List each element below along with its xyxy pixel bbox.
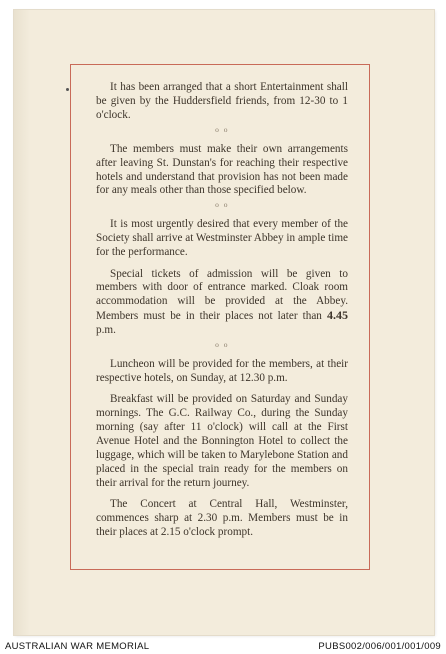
footer-reference: PUBS002/006/001/001/009 — [318, 641, 441, 652]
separator-ornament: o o — [215, 200, 229, 210]
paragraph-breakfast: Breakfast will be provided on Saturday and Sunday mornings. The G.C. Railway Co., during the Sunday morning (say after 11 o'clock) will call at the First Avenue Hotel and the Bonnington Hotel to collect the luggage, which will be taken to Marylebone Station and placed in the special train ready for the members on their arrival for the return journey. — [96, 393, 348, 489]
document-text — [96, 81, 348, 547]
ink-dot-mark — [66, 88, 69, 91]
archive-footer — [0, 640, 446, 654]
tickets-text: Special tickets of admission will be given to members with door of entrance marked. Cloak room accommodation will be provided at the Abbey. Members must be in their places not later than — [96, 267, 348, 323]
paragraph-tickets — [96, 268, 348, 339]
separator-ornament: o o — [215, 124, 229, 134]
paragraph-luncheon: Luncheon will be provided for the members, at their respective hotels, on Sunday, at 12.30 p.m. — [96, 358, 348, 384]
tickets-suffix: p.m. — [96, 324, 116, 337]
paragraph-entertainment: It has been arranged that a short Entertainment shall be given by the Huddersfield friends, from 12-30 to 1 o'clock. — [96, 81, 348, 121]
separator-ornament: o o — [215, 340, 229, 350]
paragraph-hotels: The members must make their own arrangements after leaving St. Dunstan's for reaching their respective hotels and understand that provision has not been made for any meals other than those specified below. — [96, 142, 348, 197]
footer-institution: AUSTRALIAN WAR MEMORIAL — [5, 641, 150, 652]
paragraph-concert: The Concert at Central Hall, Westminster, commences sharp at 2.30 p.m. Members must be in their places at 2.15 o'clock prompt. — [96, 498, 348, 539]
paragraph-arrive: It is most urgently desired that every member of the Society shall arrive at Westminster Abbey in ample time for the performance. — [96, 218, 348, 259]
page-edge-shadow — [14, 10, 30, 635]
tickets-time: 4.45 — [327, 308, 348, 323]
